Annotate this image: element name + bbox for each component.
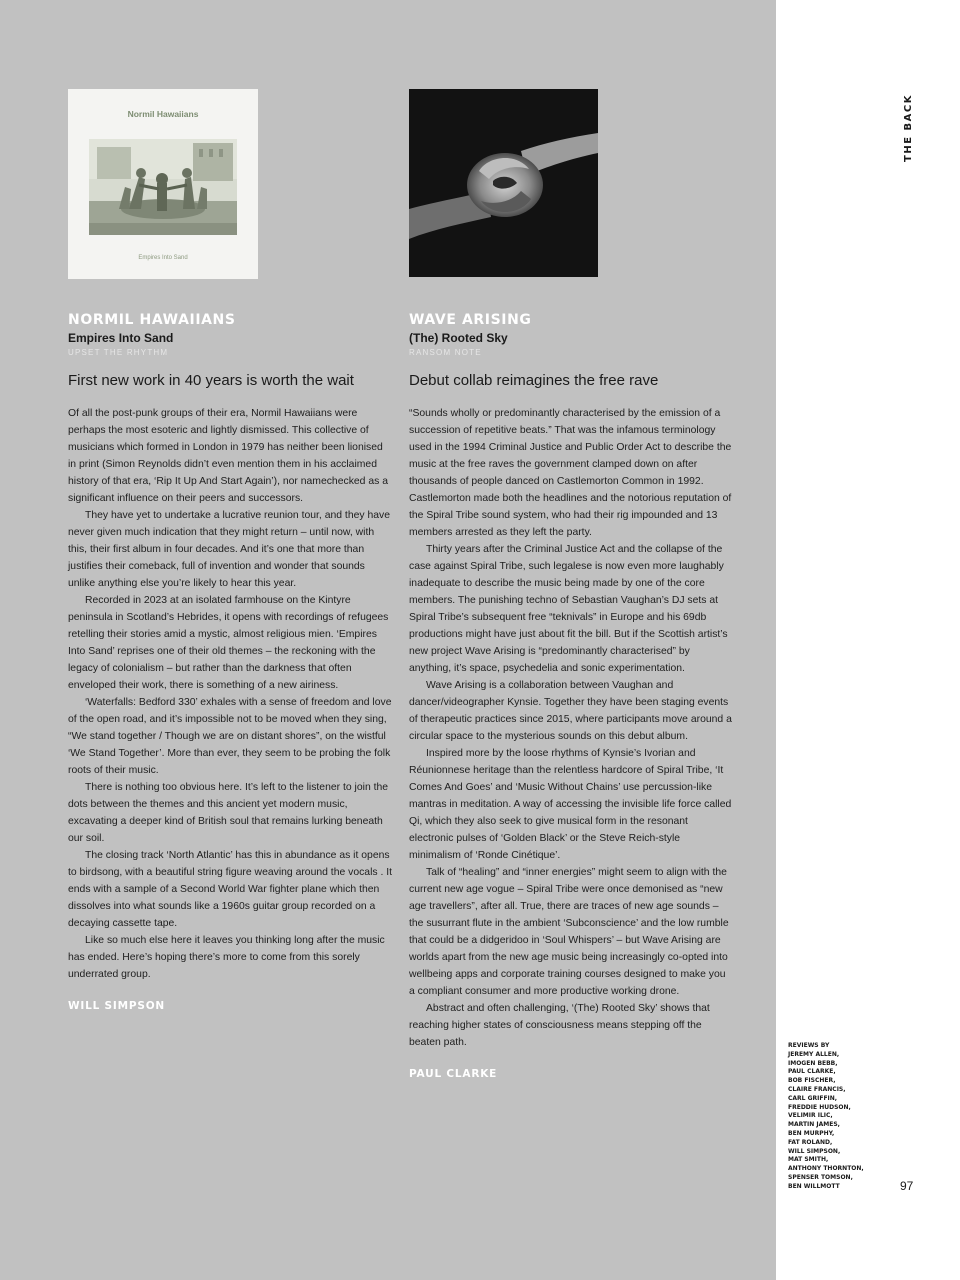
cover-photo-clasped-hands [409,89,598,277]
paragraph: Inspired more by the loose rhythms of Kynsie’s Ivorian and Réunionnese heritage than the relentless hardcore of Spiral Tribe, ‘It Comes And Goes’ and ‘Music Without Chains’ use percussion-like mantras in meditation. A way of accessing the invisible life force called Qi, which they also seek to give musical form in the resonant electronic pulses of ‘Golden Black’ or the Steve Reich-style minimalism of ‘Ronde Cinétique’. [409,748,732,861]
section-label [903,92,917,162]
credit-name: CLAIRE FRANCIS, [788,1085,846,1093]
review-normil-hawaiians [68,312,393,1012]
paragraph: Of all the post-punk groups of their era, Normil Hawaiians were perhaps the most esoteric and lightly dismissed. This collective of musicians which formed in London in 1979 has neither been lionised in print (Simon Reynolds didn’t even mention them in his acclaimed history of that era, ‘Rip It Up And Start Again’), nor namechecked as a significant influence on their peers and successors. [68,408,388,504]
credit-name: IMOGEN BEBB, [788,1059,838,1067]
paragraph: Like so much else here it leaves you thinking long after the music has ended. Here’s hoping there’s more to come from this sorely underrated group. [68,935,385,980]
album-cover-wave-arising [409,89,598,277]
review-headline: First new work in 40 years is worth the wait [68,372,354,389]
credit-name: FAT ROLAND, [788,1138,833,1146]
credit-name: PAUL CLARKE, [788,1068,836,1076]
paragraph: “Sounds wholly or predominantly characterised by the emission of a succession of repetitive beats.” That was the infamous terminology used in the 1994 Criminal Justice and Public Order Act to describe the music at the free raves the government clamped down on after thousands of people danced on Castlemorton Common in 1992. Castlemorton made both the headlines and the notorious reputation of the Spiral Tribe sound system, who had their rig impounded and 13 members arrested as they left the party. [409,408,732,538]
record-label: RANSOM NOTE [409,348,482,357]
credits-heading: REVIEWS BY [788,1042,830,1049]
review-headline: Debut collab reimagines the free rave [409,372,659,389]
credit-name: MARTIN JAMES, [788,1121,840,1129]
credit-name: BEN WILLMOTT [788,1182,840,1190]
section-label-text: THE BACK [903,94,914,162]
paragraph: Recorded in 2023 at an isolated farmhouse on the Kintyre peninsula in Scotland’s Hebrides, it opens with recordings of refugees retelling their stories amid a mystic, almost religious mien. ‘Empires Into Sand’ reprises one of their old themes – the reckoning with the legacy of colonialism – but rather than the darkness that often enveloped their work, there is something of a new airiness. [68,595,389,691]
paragraph: Thirty years after the Criminal Justice Act and the collapse of the case against Spiral Tribe, such legalese is now even more laughably inadequate to describe the music being made by one of the core members. The punishing techno of Sebastian Vaughan’s DJ sets at Spiral Tribe’s subsequent free “teknivals” in Europe and his 69db productions might have just about fit the bill. But if the Scottish artist’s new project Wave Arising is “predominantly characterised” by anything, it’s space, psychedelia and sonic experimentation. [409,544,728,674]
artist-name: NORMIL HAWAIIANS [68,312,236,328]
paragraph: Abstract and often challenging, ‘(The) Rooted Sky’ shows that reaching higher states of consciousness means stepping off the beaten path. [409,1003,710,1048]
review-author: WILL SIMPSON [68,1000,166,1012]
paragraph: They have yet to undertake a lucrative reunion tour, and they have never given much indication that they might return – until now, with this, their first album in four decades. And it’s one that more than justifies their comeback, full of invention and wonder that sounds unlike anything else you’re likely to hear this year. [68,510,390,589]
credit-name: ANTHONY THORNTON, [788,1165,864,1173]
cover-title: Normil Hawaiians [127,109,199,119]
paragraph: Wave Arising is a collaboration between Vaughan and dancer/videographer Kynsie. Together they have been staging events of therapeutic practices since 2015, where participants move around a circular space to the mysterious sounds on this debut album. [409,680,732,742]
review-body [409,405,734,1051]
credit-name: SPENSER TOMSON, [788,1173,853,1181]
paragraph: Talk of “healing” and “inner energies” might seem to align with the current new age vogue – Spiral Tribe were once demonised as “new age travellers”, after all. True, there are traces of new age sounds – the susurrant flute in the ambient ‘Subconscience’ and the low rumble that could be a didgeridoo in ‘Soul Whispers’ – but Wave Arising are worlds apart from the new age music being increasingly co-opted into wellbeing apps and corporate training courses designed to make you a compliant consumer and more productive working drone. [409,867,729,997]
artist-name: WAVE ARISING [409,312,532,328]
credit-name: MAT SMITH, [788,1156,829,1164]
credit-name: CARL GRIFFIN, [788,1094,838,1102]
cover-subtitle: Empires Into Sand [138,255,188,261]
review-wave-arising [409,312,734,1080]
paragraph: The closing track ‘North Atlantic’ has this in abundance as it opens to birdsong, with a beautiful string figure weaving around the vocals . It ends with a sample of a Second World War fighter plane which then dissolves into what sounds like a 1960s guitar group recorded on a decaying cassette tape. [68,850,393,929]
album-title: (The) Rooted Sky [409,331,508,345]
credit-name: VELIMIR ILIC, [788,1112,833,1120]
album-cover-normil-hawaiians [68,89,258,279]
review-body [68,405,393,983]
reviewer-credits [788,1042,888,1192]
record-label: UPSET THE RHYTHM [68,348,169,357]
page-number: 97 [900,1179,914,1193]
paragraph: ‘Waterfalls: Bedford 330’ exhales with a sense of freedom and love of the open road, and it’s impossible not to be moved when they sing, “We stand together / Though we are on distant shores”, on the wistful ‘We Stand Together’. More than ever, they seem to be probing the folk roots of their music. [68,697,392,776]
credit-name: BEN MURPHY, [788,1129,835,1137]
cover-photo-statue [89,139,237,235]
review-author: PAUL CLARKE [409,1068,498,1080]
album-title: Empires Into Sand [68,331,174,345]
credit-name: FREDDIE HUDSON, [788,1103,851,1111]
credit-name: WILL SIMPSON, [788,1147,841,1155]
credit-name: BOB FISCHER, [788,1077,836,1085]
paragraph: There is nothing too obvious here. It’s left to the listener to join the dots between the themes and this ancient yet modern music, excavating a deeper kind of British soul that remains lurking beneath our soil. [68,782,389,844]
credit-name: JEREMY ALLEN, [788,1050,840,1058]
